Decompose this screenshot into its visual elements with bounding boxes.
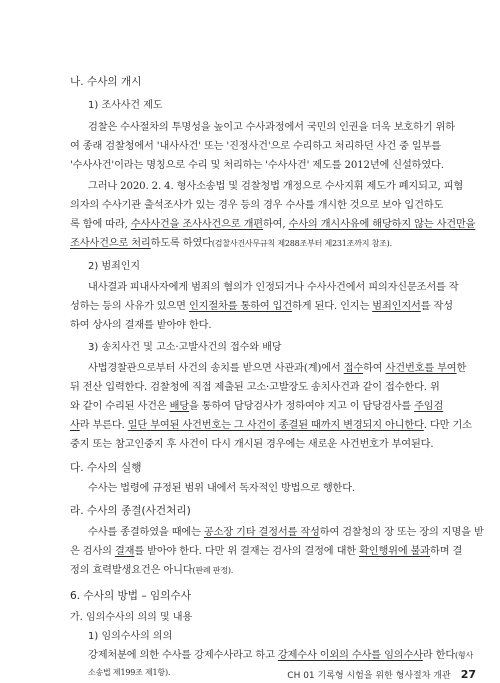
text-run: 하여: [363, 363, 386, 374]
underlined-text: 결재: [114, 546, 135, 557]
paragraph-line: 내사결과 피내사자에게 범죄의 혐의가 인정되거나 수사사건에서 피의자신문조서를 작: [88, 282, 459, 293]
citation: (판례 판정).: [192, 566, 234, 575]
text-run: 하게 된다. 인지는: [292, 301, 373, 312]
paragraph-line: 하여 상사의 결재를 받아야 한다.: [70, 320, 212, 331]
section-heading-na: 나. 수사의 개시: [70, 76, 142, 88]
text-run: 성하는 등의 사유가 있으면: [70, 301, 189, 312]
paragraph-line: '수사사건'이라는 명칭으로 수리 및 처리하는 '수사사건' 제도를 2012년에 신설하였다.: [70, 160, 444, 171]
underlined-text: 배당: [169, 401, 189, 412]
underlined-text: 접수: [343, 363, 364, 374]
page-number: 27: [460, 668, 476, 681]
paragraph-line: [70, 218, 475, 231]
text-run: 하여,: [262, 219, 289, 230]
text-run: 하도록 하였다: [150, 238, 212, 249]
page-footer: [281, 669, 476, 681]
paragraph-line: [70, 419, 472, 432]
subsection-title-text: 1) 임의수사의 의의: [88, 631, 173, 642]
paragraph-line: 뒤 전산 입력한다. 검찰청에 직접 제출된 고소·고발장도 송치사건과 같이 접수한다. 위: [70, 382, 440, 393]
section-heading-ga: 가. 임의수사의 의의 및 내용: [70, 612, 193, 623]
footer-chapter: CH 01 기록형 시험을 위한 형사절차 개관: [287, 671, 451, 681]
citation: 소송법 제199조 제1항).: [88, 668, 171, 677]
paragraph-line: 검찰은 수사절차의 투명성을 높이고 수사과정에서 국민의 인권을 더욱 보호하기 위하: [88, 122, 455, 133]
underlined-text: 사건번호를 부여: [385, 363, 457, 374]
text-run: 라 한다: [422, 650, 456, 661]
underlined-text: 일단 부여된 사건번호는 그 사건이 종결된 때까지 변경되지 아니한다: [127, 420, 424, 431]
underlined-text: 강제수사 이외의 수사를 임의수사: [277, 650, 423, 661]
text-run: 강제처분에 의한 수사를 강제수사라고 하고: [88, 650, 278, 661]
citation: (형사: [455, 651, 473, 660]
text-run: 하며 결: [430, 546, 463, 557]
paragraph-line: [88, 362, 466, 375]
chapter-heading-6: 6. 수사의 방법 – 임의수사: [70, 590, 191, 602]
text-run: 를 작성: [420, 301, 453, 312]
underlined-text: 수사의 개시사유에 해당하지 않는 사건만을: [288, 219, 476, 230]
subsection-title-1: 1) 조사사건 제도: [88, 100, 163, 111]
underlined-text: 사: [70, 420, 80, 431]
paragraph-line: [70, 237, 392, 250]
paragraph-line: [70, 400, 443, 413]
paragraph-line: 그러나 2020. 2. 4. 형사소송법 및 검찰청법 개정으로 수사지휘 제도가 폐지되고, 피혐: [88, 181, 464, 192]
text-run: 사법경찰관으로부터 사건의 송치를 받으면 사관과(계)에서: [88, 363, 344, 374]
text-run: 수사를 종결하였을 때에는: [88, 527, 204, 538]
text-run: 은 검사의: [70, 546, 115, 557]
underlined-text: 범죄인지서: [372, 301, 421, 312]
paragraph-line: 의자의 수사기관 출석조사가 있는 경우 등의 경우 수사를 개시한 것으로 보아 입건하도: [70, 200, 444, 211]
paragraph-line: [70, 300, 453, 313]
text-run: 한: [456, 363, 467, 374]
paragraph-line: [70, 564, 233, 577]
subsection-title-3: 3) 송치사건 및 고소·고발사건의 접수와 배당: [88, 342, 282, 353]
text-run: 와 같이 수리된 사건은: [70, 401, 170, 412]
text-run: 를 받아야 한다. 다만 위 결재는 검사의 결정에 대한: [134, 546, 360, 557]
text-run: 하여 검찰청의 장 또는 장의 지명을 받: [319, 527, 484, 538]
paragraph-line: [88, 649, 473, 662]
paragraph-line: [88, 526, 484, 539]
citation: (검찰사건사무규칙 제288조부터 제231조까지 참조).: [211, 239, 392, 248]
underlined-text: 확인행위에 불과: [359, 546, 430, 557]
paragraph-line: [70, 545, 462, 558]
underlined-text: 주임검: [414, 401, 444, 412]
underlined-text: 공소장 기타 결정서를 작성: [203, 527, 320, 538]
text-run: 을 통하여 담당검사가 정하여야 지고 이 담당검사를: [188, 401, 415, 412]
paragraph-line: [88, 666, 170, 679]
text-run: 록 함에 따라,: [70, 219, 131, 230]
underlined-text: 조사사건으로 처리: [70, 238, 151, 249]
subsection-title-2: 2) 범죄인지: [88, 261, 141, 272]
text-run: 정의 효력발생요건은 아니다: [70, 565, 193, 576]
underlined-text: 인지절차를 통하여 입건: [188, 301, 293, 312]
subsection-title-g1: [88, 630, 172, 643]
section-heading-da: 다. 수사의 실행: [70, 462, 142, 474]
paragraph-line: 수사는 법령에 규정된 범위 내에서 독자적인 방법으로 행한다.: [88, 483, 355, 494]
paragraph-line: 여 종래 검찰청에서 '내사사건' 또는 '진정사건'으로 수리하고 처리하던 사건 중 일부를: [70, 141, 441, 152]
text-run: 라 부른다.: [79, 420, 128, 431]
text-run: . 다만 기소: [423, 420, 472, 431]
section-heading-ra: 라. 수사의 종결(사건처리): [70, 505, 191, 517]
underlined-text: 수사사건을 조사사건으로 개편: [130, 219, 263, 230]
paragraph-line: 중지 또는 참고인중지 후 사건이 다시 개시된 경우에는 새로운 사건번호가 부여된다.: [70, 439, 434, 450]
